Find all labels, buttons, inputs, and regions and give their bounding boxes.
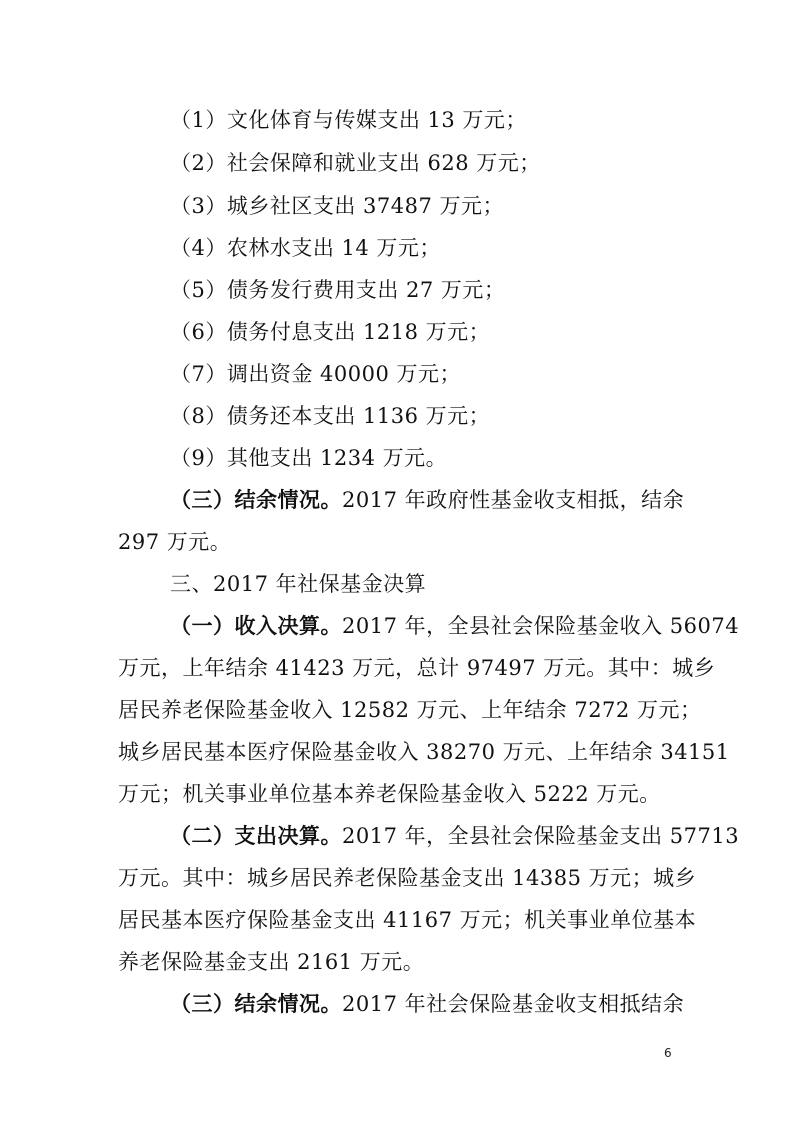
list-item-3: （3）城乡社区支出 37487 万元；: [170, 194, 505, 218]
list-item-5: （5）债务发行费用支出 27 万元；: [170, 278, 506, 302]
gov-fund-balance-line-2: 297 万元。: [118, 530, 232, 554]
list-item-4: （4）农林水支出 14 万元；: [170, 236, 441, 260]
income-line-2: 万元，上年结余 41423 万元，总计 97497 万元。其中：城乡: [118, 656, 716, 680]
list-item-2: （2）社会保障和就业支出 628 万元；: [170, 151, 541, 175]
expenditure-line-2: 万元。其中：城乡居民养老保险基金支出 14385 万元；城乡: [118, 866, 697, 890]
expenditure-text-1: 2017 年，全县社会保险基金支出 57713: [342, 824, 740, 848]
list-item-8: （8）债务还本支出 1136 万元；: [170, 404, 491, 428]
list-item-1: （1）文化体育与传媒支出 13 万元；: [170, 108, 527, 132]
expenditure-line-4: 养老保险基金支出 2161 万元。: [118, 950, 425, 974]
page-number: 6: [664, 1046, 672, 1060]
list-item-6: （6）债务付息支出 1218 万元；: [170, 320, 491, 344]
section-title: 三、2017 年社保基金决算: [170, 572, 427, 596]
gov-fund-balance-heading: （三）结余情况。: [170, 487, 342, 512]
expenditure-line-3: 居民基本医疗保险基金支出 41167 万元；机关事业单位基本: [118, 908, 697, 932]
gov-fund-balance-text: 2017 年政府性基金收支相抵，结余: [342, 488, 685, 512]
expenditure-line-1: [170, 823, 740, 848]
income-line-4: 城乡居民基本医疗保险基金收入 38270 万元、上年结余 34151: [118, 740, 730, 764]
social-balance-line-1: [170, 991, 685, 1016]
income-line-1: [170, 613, 740, 638]
income-heading: （一）收入决算。: [170, 613, 342, 638]
list-item-7: （7）调出资金 40000 万元；: [170, 362, 462, 386]
income-line-3: 居民养老保险基金收入 12582 万元、上年结余 7272 万元；: [118, 698, 702, 722]
income-line-5: 万元；机关事业单位基本养老保险基金收入 5222 万元。: [118, 782, 661, 806]
gov-fund-balance-line-1: [170, 487, 685, 512]
list-item-9: （9）其他支出 1234 万元。: [170, 446, 448, 470]
social-balance-text: 2017 年社会保险基金收支相抵结余: [342, 992, 685, 1016]
income-text-1: 2017 年，全县社会保险基金收入 56074: [342, 614, 740, 638]
social-balance-heading: （三）结余情况。: [170, 991, 342, 1016]
expenditure-heading: （二）支出决算。: [170, 823, 342, 848]
